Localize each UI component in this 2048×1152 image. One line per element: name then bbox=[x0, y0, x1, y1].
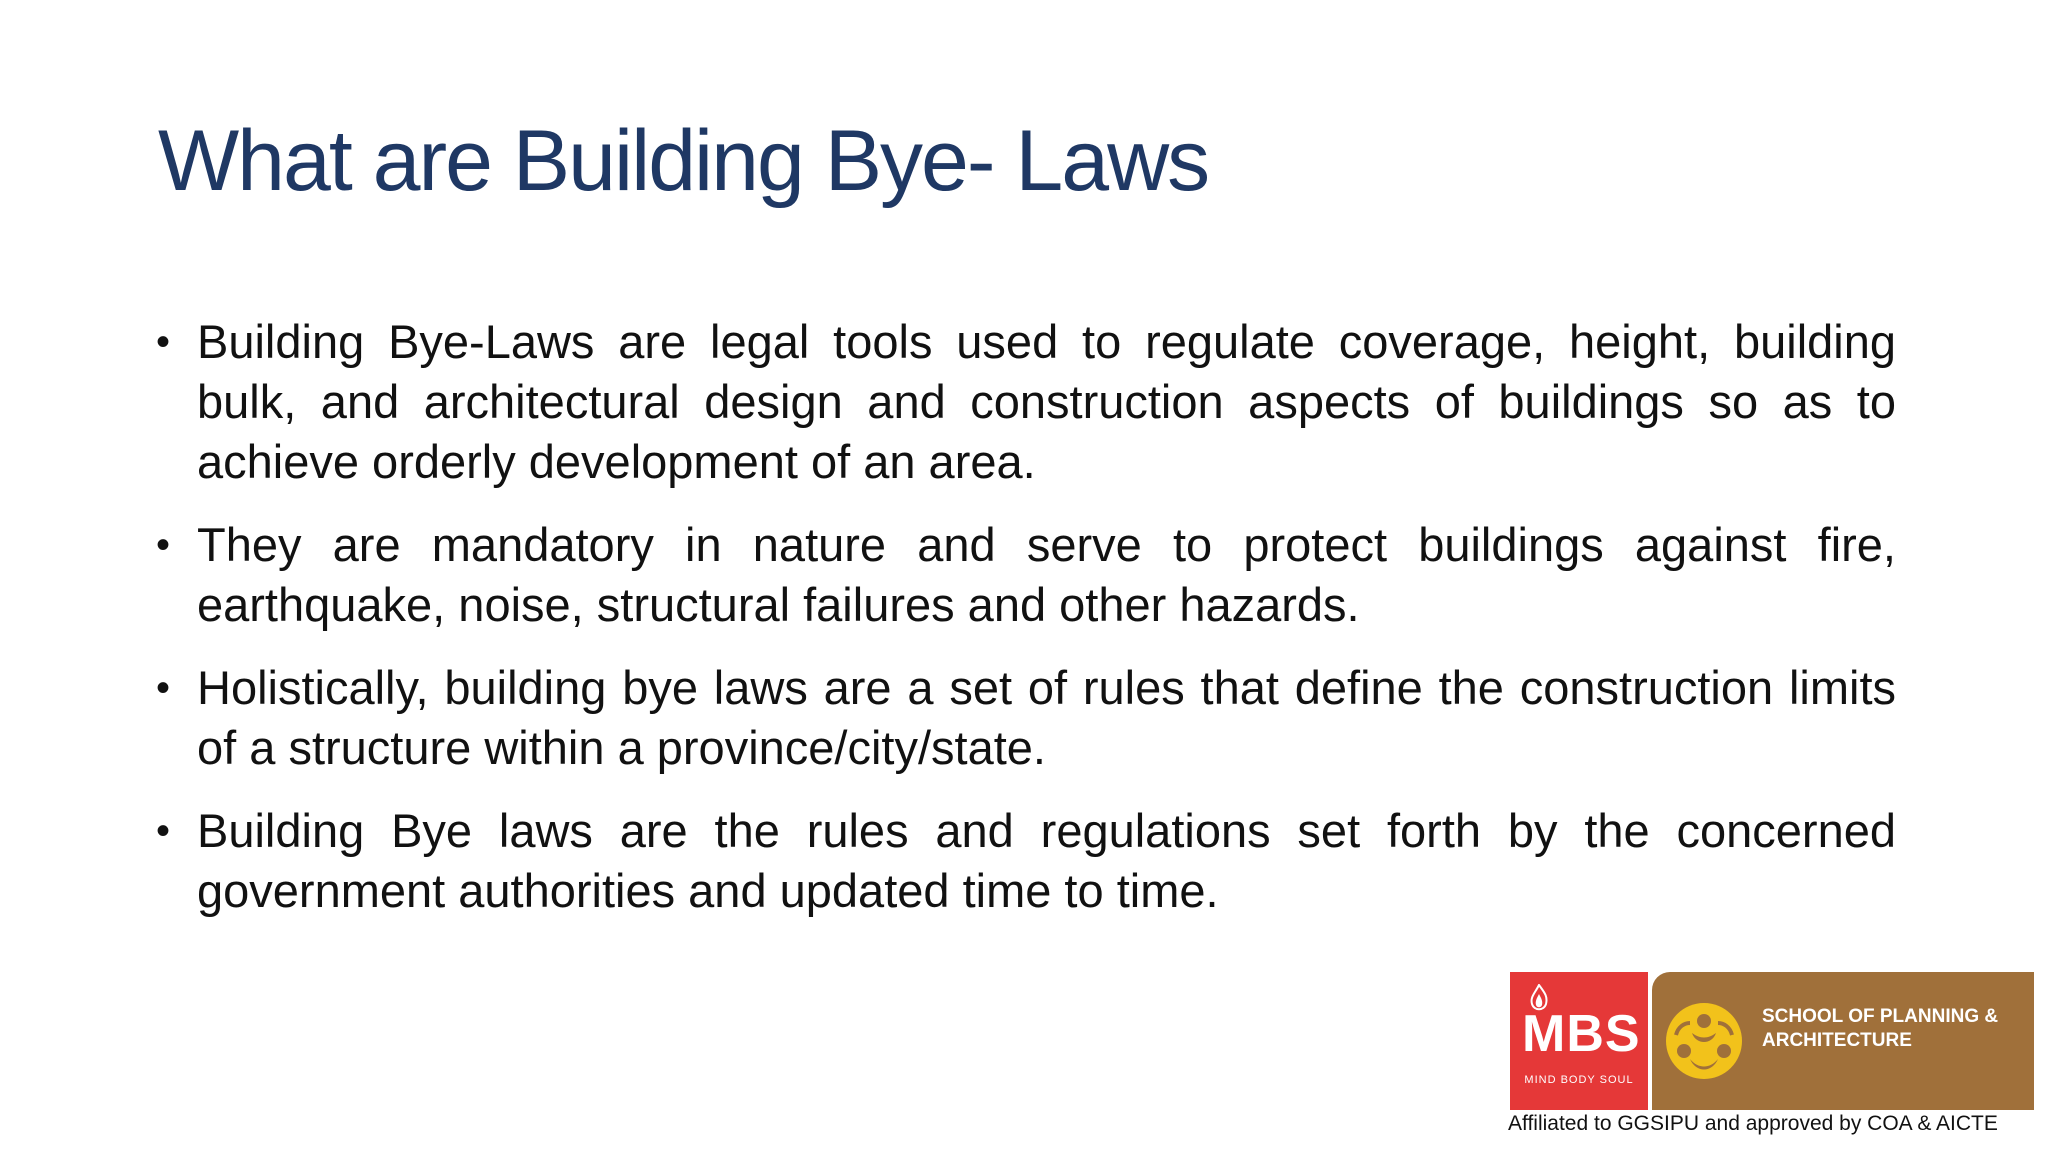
school-name-line1: SCHOOL OF PLANNING & bbox=[1762, 1006, 1999, 1027]
slide-title: What are Building Bye- Laws bbox=[158, 113, 1209, 209]
bullet-item bbox=[156, 515, 1896, 635]
spa-logo bbox=[1652, 972, 2034, 1110]
bullet-text: Building Bye laws are the rules and regulations set forth by the concerned government authorities and updated time to time. bbox=[197, 804, 1896, 917]
institution-logo bbox=[1510, 972, 2034, 1110]
school-name bbox=[1762, 1005, 1998, 1053]
bullet-item bbox=[156, 658, 1896, 778]
bullet-marker: • bbox=[156, 320, 171, 364]
affiliation-text: Affiliated to GGSIPU and approved by COA & AICTE bbox=[1508, 1112, 1998, 1135]
mbs-letters: MBS bbox=[1522, 1005, 1641, 1063]
mbs-logo bbox=[1510, 972, 1648, 1110]
bullet-marker: • bbox=[156, 809, 171, 853]
bullet-item bbox=[156, 801, 1896, 921]
bullet-item bbox=[156, 312, 1896, 492]
bullet-marker: • bbox=[156, 666, 171, 710]
school-name-line2: ARCHITECTURE bbox=[1762, 1030, 1912, 1051]
bullet-list bbox=[156, 312, 1896, 944]
bullet-text: They are mandatory in nature and serve to protect buildings against fire, earthquake, noise, structural failures and other hazards. bbox=[197, 518, 1896, 631]
mbs-tagline: MIND BODY SOUL bbox=[1524, 1074, 1634, 1086]
bullet-text: Building Bye-Laws are legal tools used to regulate coverage, height, building bulk, and architectural design and construction aspects of buildings so as to achieve orderly development of an area. bbox=[197, 315, 1896, 488]
spa-emblem-icon bbox=[1662, 999, 1746, 1083]
bullet-text: Holistically, building bye laws are a set of rules that define the construction limits of a structure within a province/city/state. bbox=[197, 661, 1896, 774]
bullet-marker: • bbox=[156, 523, 171, 567]
